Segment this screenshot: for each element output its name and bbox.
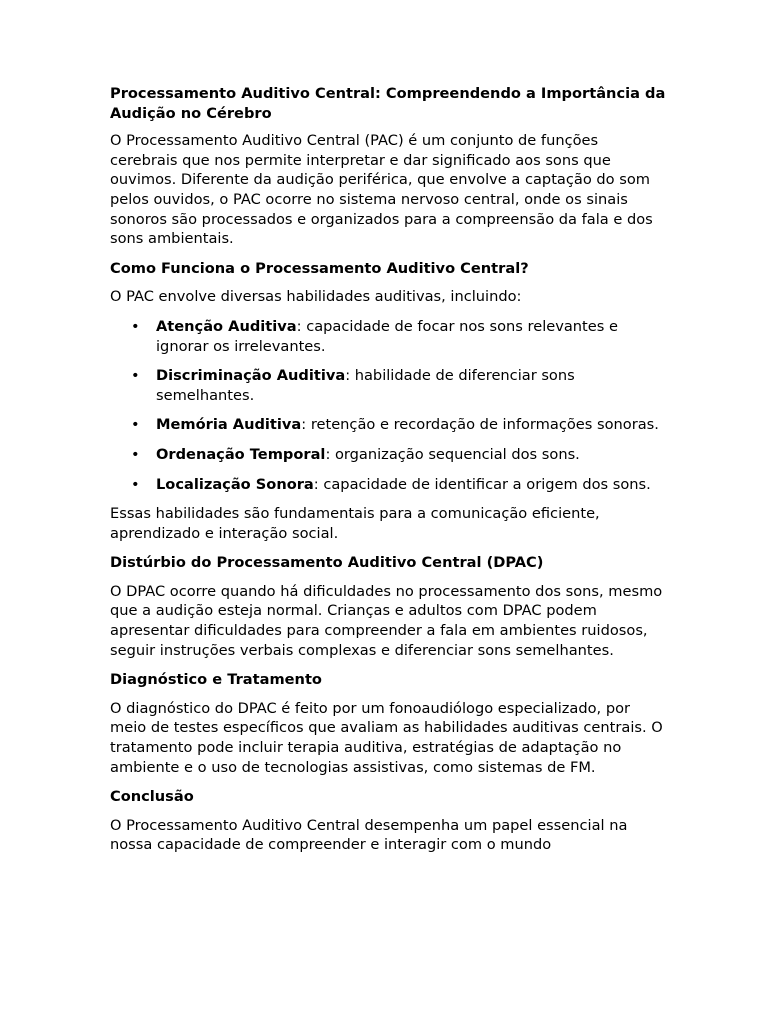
list-item [156,475,670,495]
list-item-desc: : organização sequencial dos sons. [325,445,580,463]
section-heading-diagnostico: Diagnóstico e Tratamento [110,671,322,689]
document-page [110,84,670,865]
section-closing: Essas habilidades são fundamentais para a comunicação eficiente, aprendizado e interação social. [110,505,600,542]
list-item-term: Localização Sonora [156,475,314,493]
list-item [156,366,670,405]
conclusao-paragraph: O Processamento Auditivo Central desempenha um papel essencial na nossa capacidade de compreender e interagir com o mundo [110,816,628,854]
diagnostico-paragraph: O diagnóstico do DPAC é feito por um fonoaudiólogo especializado, por meio de testes específicos que avaliam as habilidades auditivas centrais. O tratamento pode incluir terapia auditiva, estratégias de adaptação no ambiente e o uso de tecnologias assistivas, como sistemas de FM. [110,699,663,776]
list-item-desc: : retenção e recordação de informações sonoras. [301,416,659,434]
skills-list [110,317,670,494]
list-item-term: Ordenação Temporal [156,445,326,463]
list-item-desc: : capacidade de focar nos sons relevantes e ignorar os irrelevantes. [156,317,618,355]
list-item [156,445,670,465]
section-heading-conclusao: Conclusão [110,788,194,806]
intro-paragraph: O Processamento Auditivo Central (PAC) é um conjunto de funções cerebrais que nos permite interpretar e dar significado aos sons que ouvimos. Diferente da audição periférica, que envolve a captação do som pelos ouvidos, o PAC ocorre no sistema nervoso central, onde os sinais sonoros são processados e organizados para a compreensão da fala e dos sons ambientais. [110,132,653,248]
list-item-desc: : habilidade de diferenciar sons semelhantes. [156,367,575,404]
dpac-paragraph: O DPAC ocorre quando há dificuldades no processamento dos sons, mesmo que a audição esteja normal. Crianças e adultos com DPAC podem apresentar dificuldades para compreender a fala em ambientes ruidosos, seguir instruções verbais complexas e diferenciar sons semelhantes. [110,582,663,659]
list-item-term: Memória Auditiva [156,416,302,434]
section-heading-como-funciona: Como Funciona o Processamento Auditivo Central? [110,259,529,277]
list-item [156,415,670,435]
list-item-desc: : capacidade de identificar a origem dos sons. [313,475,651,493]
list-item [156,317,670,356]
section-heading-dpac: Distúrbio do Processamento Auditivo Central (DPAC) [110,554,544,572]
document-title: Processamento Auditivo Central: Compreendendo a Importância da Audição no Cérebro [110,85,666,122]
section-lead: O PAC envolve diversas habilidades auditivas, incluindo: [110,288,522,306]
list-item-term: Discriminação Auditiva [156,367,346,385]
list-item-term: Atenção Auditiva [156,317,297,335]
